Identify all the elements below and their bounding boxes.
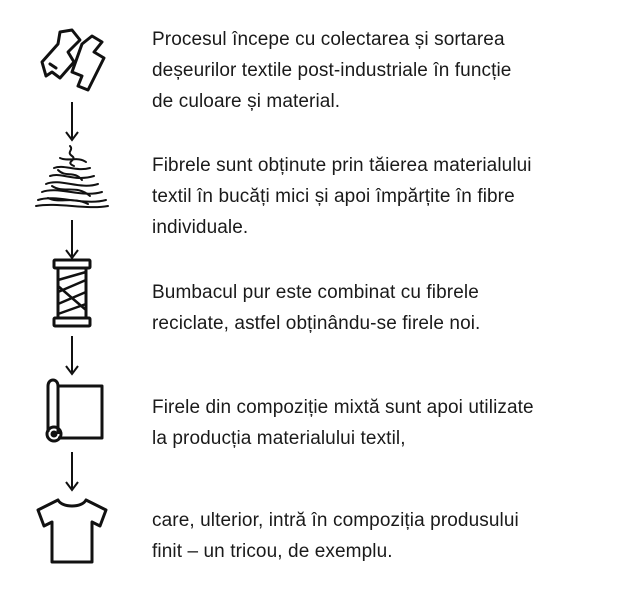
step-1-text: Procesul începe cu colectarea și sortarea deșeurilor textile post-industriale în funcție de culoare și material. <box>152 29 512 112</box>
step-3-text: Bumbacul pur este combinat cu fibrele reciclate, astfel obținându-se firele noi. <box>152 282 481 334</box>
flow-arrow <box>62 336 82 376</box>
step-5-text: care, ulterior, intră în compoziția produsului finit – un tricou, de exemplu. <box>152 510 519 562</box>
fabric-roll-icon <box>30 372 114 446</box>
fiber-pile-icon <box>30 140 114 214</box>
flow-arrow <box>62 452 82 492</box>
flow-arrow <box>62 102 82 142</box>
flow-arrow <box>62 220 82 260</box>
step-4-text: Firele din compoziție mixtă sunt apoi utilizate la producția materialului textil, <box>152 397 534 449</box>
step-2-text: Fibrele sunt obținute prin tăierea materialului textil în bucăți mici și apoi împărțite în fibre individuale. <box>152 155 532 238</box>
thread-spool-icon <box>30 256 114 330</box>
tshirt-icon <box>30 494 114 568</box>
fabric-scraps-icon <box>30 22 114 96</box>
